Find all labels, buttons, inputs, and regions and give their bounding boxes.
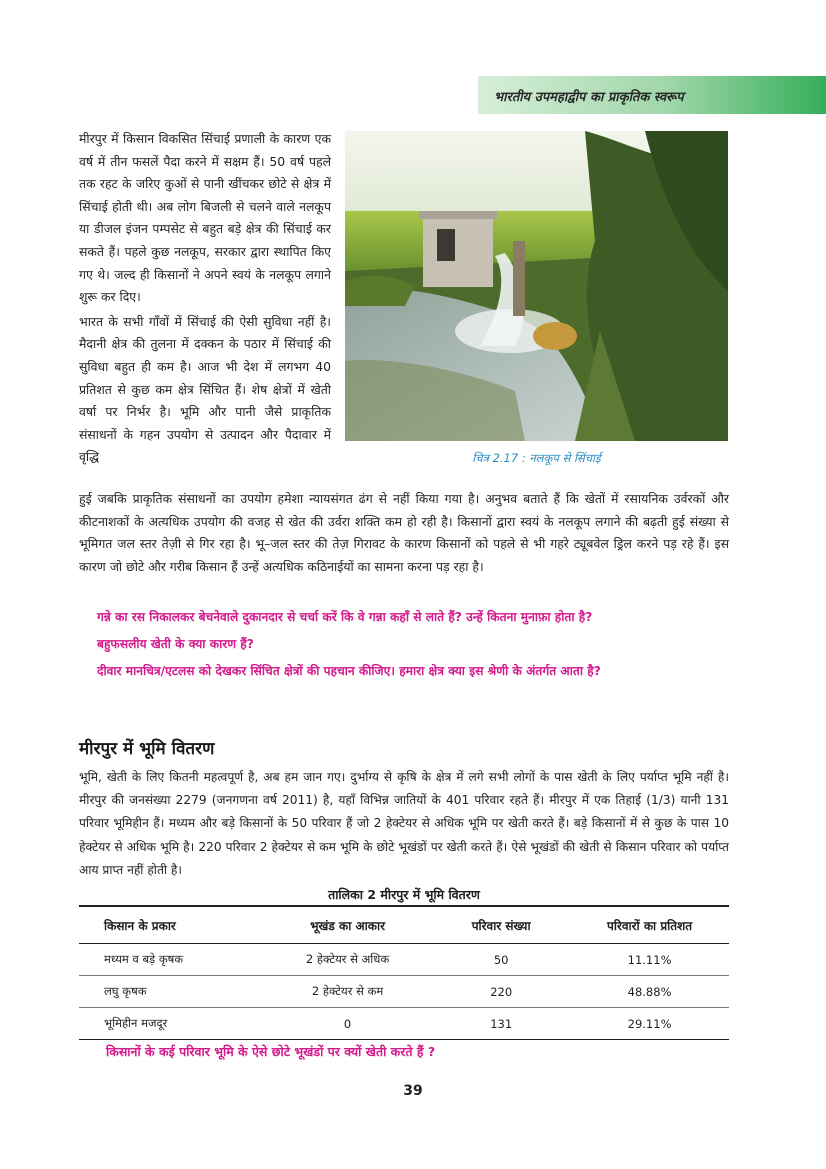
table-cell: 11.11%	[570, 944, 729, 976]
table-title: तालिका 2 मीरपुर में भूमि वितरण	[328, 887, 480, 902]
bottom-question: किसानों के कई परिवार भूमि के ऐसे छोटे भूखंडों पर क्यों खेती करते हैं ?	[106, 1044, 436, 1059]
table-cell: 48.88%	[570, 976, 729, 1008]
figure-caption: चित्र 2.17 : नलकूप से सिंचाई	[472, 451, 601, 465]
table-header-cell: किसान के प्रकार	[79, 906, 263, 944]
question-multicropping: बहुफसलीय खेती के क्या कारण हैं?	[97, 637, 254, 651]
table-header-cell: भूखंड का आकार	[263, 906, 432, 944]
table-header-row	[79, 906, 729, 944]
table-header-cell: परिवार संख्या	[432, 906, 570, 944]
question-irrigated-areas: दीवार मानचित्र/एटलस को देखकर सिंचित क्षेत्रों की पहचान कीजिए। हमारा क्षेत्र क्या इस श्रेणी के अंतर्गत आता है?	[97, 664, 601, 678]
land-distribution-table	[79, 905, 729, 1040]
table-cell: लघु कृषक	[79, 976, 263, 1008]
table-cell: 2 हेक्टेयर से अधिक	[263, 944, 432, 976]
intro-paragraph-1: मीरपुर में किसान विकसित सिंचाई प्रणाली के कारण एक वर्ष में तीन फसलें पैदा करने में सक्षम हैं। 50 वर्ष पहले तक रहट के जरिए कुओं से पानी खींचकर छोटे से क्षेत्र में सिंचाई होती थी। अब लोग बिजली से चलने वाले नलकूप या डीजल इंजन पम्पसेट से बहुत बड़े क्षेत्र की सिंचाई कर सकते हैं। पहले कुछ नलकूप, सरकार द्वारा स्थापित किए गए थे। जल्द ही किसानों ने अपने स्वयं के नलकूप लगाने शुरू कर दिए।	[79, 131, 331, 305]
tubewell-irrigation-photo	[345, 131, 728, 441]
land-distribution-paragraph: भूमि, खेती के लिए कितनी महत्वपूर्ण है, अब हम जान गए। दुर्भाग्य से कृषि के क्षेत्र में लगे सभी लोगों के पास खेती के लिए पर्याप्त भूमि नहीं है। मीरपुर की जनसंख्या 2279 (जनगणना वर्ष 2011) है, यहाँ विभिन्न जातियों के 401 परिवार रहते हैं। मीरपुर में एक तिहाई (1/3) यानी 131 परिवार भूमिहीन हैं। मध्यम और बड़े किसानों के 50 परिवार हैं जो 2 हेक्टेयर से अधिक भूमि पर खेती करते हैं। बड़े किसानों में से कुछ के पास 10 हेक्टेयर से अधिक भूमि है। 220 परिवार 2 हेक्टेयर से कम भूमि के छोटे भूखंडों पर खेती करते हैं। ऐसे भूखंडों की खेती से किसान परिवार को पर्याप्त आय प्राप्त नहीं होती है।	[79, 770, 729, 877]
table-row	[79, 944, 729, 976]
table-cell: 50	[432, 944, 570, 976]
continuation-paragraph: हुई जबकि प्राकृतिक संसाधनों का उपयोग हमेशा न्यायसंगत ढंग से नहीं किया गया है। अनुभव बताते हैं कि खेतों में रसायनिक उर्वरकों और कीटनाशकों के अत्यधिक उपयोग की वजह से खेत की उर्वरा शक्ति कम हो रही है। किसानों द्वारा स्वयं के नलकूप लगाने की बढ़ती हुई संख्या से भूमिगत जल स्तर तेज़ी से गिर रहा है। भू–जल स्तर की तेज़ गिरावट के कारण किसानों को पहले से भी गहरे ट्यूबवेल ड्रिल करने पड़ रहे हैं। इस कारण जो छोटे और गरीब किसान हैं उन्हें अत्यधिक कठिनाईयों का सामना करना पड़ रहा है।	[79, 491, 729, 574]
table-cell: 220	[432, 976, 570, 1008]
intro-paragraph-2: भारत के सभी गाँवों में सिंचाई की ऐसी सुविधा नहीं है। मैदानी क्षेत्र की तुलना में दक्कन के पठार में सिंचाई की सुविधा बहुत ही कम है। आज भी देश में लगभग 40 प्रतिशत से कुछ कम क्षेत्र सिंचित हैं। शेष क्षेत्रों में खेती वर्षा पर निर्भर है। भूमि और पानी जैसे प्राकृतिक संसाधनों के गहन उपयोग से उत्पादन और पैदावार में वृद्धि	[79, 313, 331, 465]
table-row	[79, 976, 729, 1008]
table-row	[79, 1008, 729, 1040]
table-cell: 0	[263, 1008, 432, 1040]
table-cell: 131	[432, 1008, 570, 1040]
question-sugarcane: गन्ने का रस निकालकर बेचनेवाले दुकानदार से चर्चा करें कि वे गन्ना कहाँ से लाते हैं? उन्हें कितना मुनाफ़ा होता है?	[97, 610, 593, 624]
section-heading: मीरपुर में भूमि वितरण	[79, 739, 215, 759]
running-header-title: भारतीय उपमहाद्वीप का प्राकृतिक स्वरूप	[494, 90, 684, 105]
table-cell: मध्यम व बड़े कृषक	[79, 944, 263, 976]
table-cell: भूमिहीन मजदूर	[79, 1008, 263, 1040]
table-header-cell: परिवारों का प्रतिशत	[570, 906, 729, 944]
activity-questions	[97, 606, 713, 687]
table-cell: 2 हेक्टेयर से कम	[263, 976, 432, 1008]
page-number: 39	[403, 1083, 423, 1099]
intro-column	[79, 128, 331, 471]
table-cell: 29.11%	[570, 1008, 729, 1040]
